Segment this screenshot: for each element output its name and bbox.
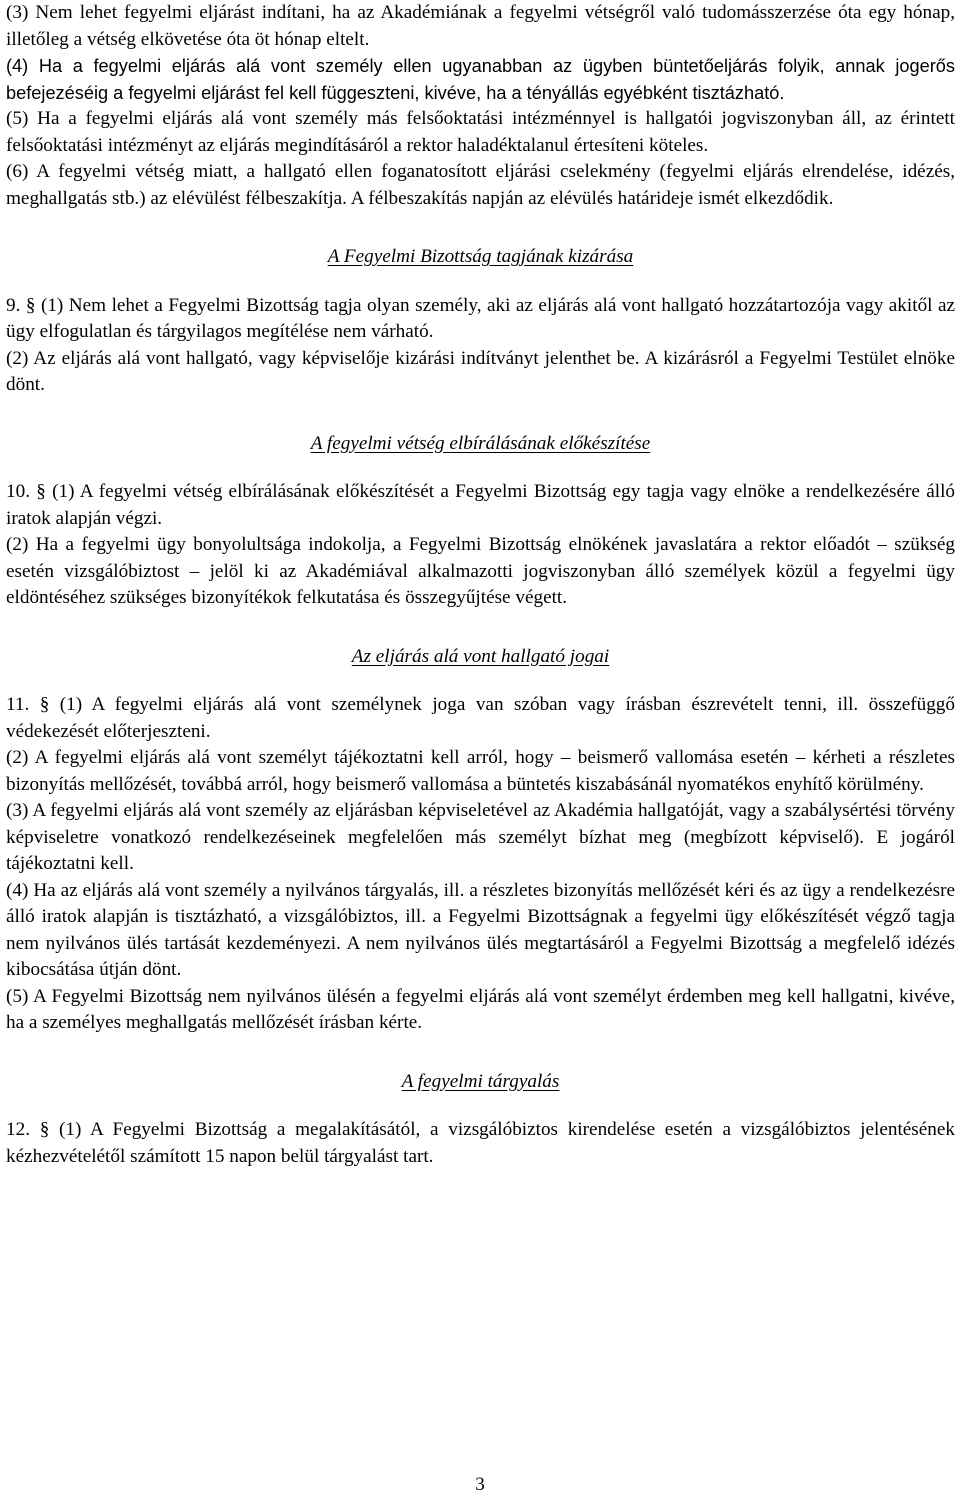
paragraph-11-5: (5) A Fegyelmi Bizottság nem nyilvános ülésén a fegyelmi eljárás alá vont személyt érdemben meg kell hallgatni, kivéve, ha a személyes meghallgatás mellőzését írásban kérte. [6,985,955,1033]
section-heading-exclusion: A Fegyelmi Bizottság tagjának kizárása [327,246,634,267]
paragraph-9-1: 9. § (1) Nem lehet a Fegyelmi Bizottság tagja olyan személy, aki az eljárás alá vont hallgató hozzátartozója vagy akitől az ügy elfogulatlan és tárgyilagos megítélése nem várható. [6,294,955,342]
paragraph-8-6: (6) A fegyelmi vétség miatt, a hallgató ellen foganatosított eljárási cselekmény (fegyelmi eljárás elrendelése, idézés, meghallgatás stb.) az elévülést félbeszakítja. A félbeszakítás napján az elévülés határideje ismét elkezdődik. [6,161,955,209]
paragraph-10-1: 10. § (1) A fegyelmi vétség elbírálásának előkészítését a Fegyelmi Bizottság egy tagja vagy elnöke a rendelkezésére álló iratok alapján végzi. [6,481,955,529]
paragraph-11-4: (4) Ha az eljárás alá vont személy a nyilvános tárgyalás, ill. a részletes bizonyítás mellőzését kéri és az ügy a rendelkezésre álló iratok alapján is tisztázható, a vizsgálóbiztos, ill. a Fegyelmi Bizottságnak a fegyelmi ügy előkészítését végző tagja nem nyilvános ülés tartását kezdeményezi. A nem nyilvános ülés megtartásáról a Fegyelmi Bizottság a megfelelő idézés kibocsátása útján dönt. [6,879,955,980]
paragraph-8-5: (5) Ha a fegyelmi eljárás alá vont személy más felsőoktatási intézménnyel is hallgatói jogviszonyban áll, az érintett felsőoktatási intézményt az eljárás megindításáról a rektor haladéktalanul értesíteni köteles. [6,108,955,156]
paragraph-8-3: (3) Nem lehet fegyelmi eljárást indítani, ha az Akadémiának a fegyelmi vétségről való tudomásszerzése óta egy hónap, illetőleg a vétség elkövetése óta öt hónap eltelt. [6,2,955,50]
paragraph-11-3: (3) A fegyelmi eljárás alá vont személy az eljárásban képviseletével az Akadémia hallgatóját, vagy a szabálysértési törvény képviseletre vonatkozó rendelkezéseinek megfelelően más személyt bízhat meg (megbízott képviselő). E jogáról tájékoztatni kell. [6,800,955,874]
paragraph-8-4: (4) Ha a fegyelmi eljárás alá vont személy ellen ugyanabban az ügyben büntetőeljárás folyik, annak jogerős befejezéséig a fegyelmi eljárást fel kell függeszteni, kivéve, ha a tényállás egyébként tisztázható. [6,56,955,103]
paragraph-9-2: (2) Az eljárás alá vont hallgató, vagy képviselője kizárási indítványt jelenthet be. A kizárásról a Fegyelmi Testület elnöke dönt. [6,347,955,395]
section-heading-rights: Az eljárás alá vont hallgató jogai [351,645,610,667]
page-number: 3 [475,1474,485,1495]
paragraph-11-2: (2) A fegyelmi eljárás alá vont személyt tájékoztatni kell arról, hogy – beismerő vallomása esetén – kérheti a részletes bizonyítás mellőzését, továbbá arról, hogy beismerő vallomása a büntetés kiszabásánál nyomatékos enyhítő körülmény. [6,747,955,795]
section-heading-hearing: A fegyelmi tárgyalás [401,1070,560,1092]
paragraph-12-1: 12. § (1) A Fegyelmi Bizottság a megalakításától, a vizsgálóbiztos kirendelése esetén a vizsgálóbiztos jelentésének kézhezvételétől számított 15 napon belül tárgyalást tart. [6,1119,955,1167]
paragraph-11-1: 11. § (1) A fegyelmi eljárás alá vont személynek joga van szóban vagy írásban észrevételt tenni, ill. összefüggő védekezését előterjeszteni. [6,694,955,742]
section-heading-preparation: A fegyelmi vétség elbírálásának előkészítése [310,432,651,454]
document-body [6,0,955,1170]
paragraph-10-2: (2) Ha a fegyelmi ügy bonyolultsága indokolja, a Fegyelmi Bizottság elnökének javaslatára a rektor előadót – szükség esetén vizsgálóbiztost – jelöl ki az Akadémiával alkalmazotti jogviszonyban álló személyek közül a fegyelmi ügy eldöntéséhez szükséges bizonyítékok felkutatása és összegyűjtése végett. [6,534,955,608]
